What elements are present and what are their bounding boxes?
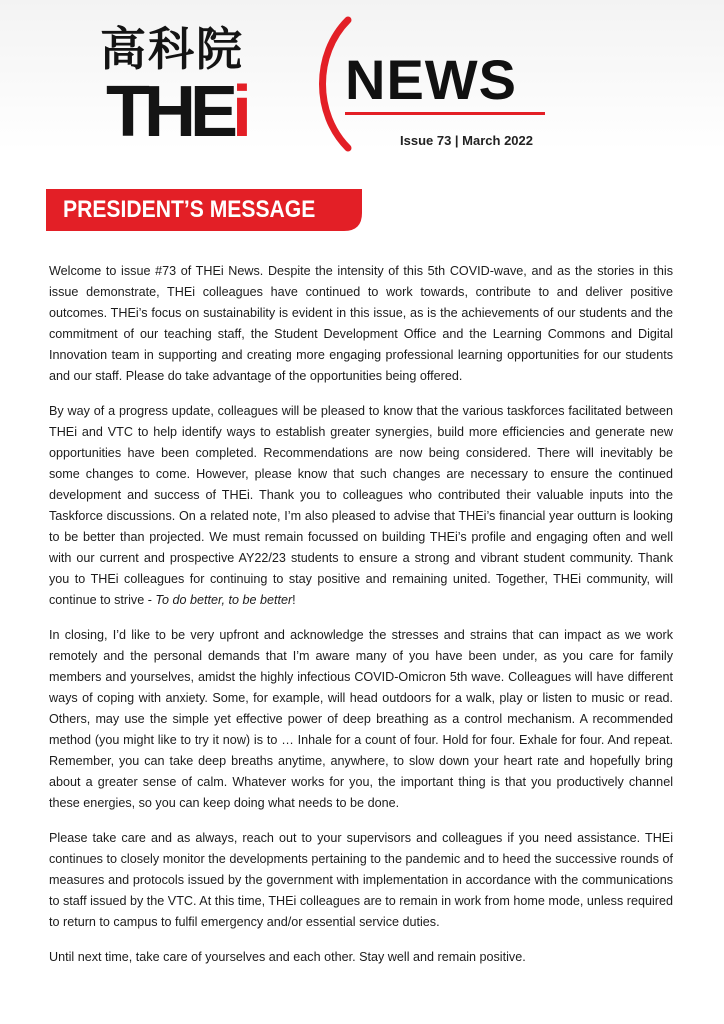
paragraph-1: Welcome to issue #73 of THEi News. Despite the intensity of this 5th COVID-wave, and as the stories in this issue demonstrate, THEi colleagues have continued to work towards, contribute to and deliver positive outcomes. THEi’s focus on sustainability is evident in this issue, as is the achievements of our students and the commitment of our teaching staff, the Student Development Office and the Learning Commons and Digital Innovation team in supporting and creating more engaging professional learning opportunities for our students and our staff. Please do take advantage of the opportunities being offered. [49, 264, 673, 383]
logo-thei-main: THE [106, 72, 232, 152]
logo-thei-i: i [232, 72, 247, 152]
news-title: NEWS [345, 48, 517, 111]
section-title: PRESIDENT’S MESSAGE [63, 196, 316, 223]
motto: To do better, to be better [155, 593, 293, 607]
paragraph-4: Please take care and as always, reach out to your supervisors and colleagues if you need assistance. THEi continues to closely monitor the developments pertaining to the pandemic and to heed the successive rounds of measures and protocols issued by the government with implementation in accordance with the communications to staff issued by the VTC. At this time, THEi colleagues are to remain in work from home mode, unless required to return to campus to fulfil emergency and/or essential service duties. [49, 831, 673, 929]
paragraph-3: In closing, I’d like to be very upfront and acknowledge the stresses and strains that can impact as we work remotely and the personal demands that I’m aware many of you have been under, as you care for family members and yourselves, amidst the highly infectious COVID-Omicron 5th wave. Colleagues will have different ways of coping with anxiety. Some, for example, will head outdoors for a walk, play or listen to music or read. Others, may use the simple yet effective power of deep breathing as a control mechanism. A recommended method (you might like to try it now) is to … Inhale for a count of four. Hold for four. Exhale for four. And repeat. Remember, you can take deep breaths anytime, anywhere, to slow down your heart rate and hopefully bring about a greater sense of calm. Whatever works for you, the important thing is that you productively channel these energies, so you can keep doing what needs to be done. [49, 628, 673, 810]
motto-end: ! [292, 593, 296, 607]
news-underline [345, 112, 545, 115]
article-body [49, 261, 673, 968]
paragraph-2-text: By way of a progress update, colleagues will be pleased to know that the various taskforces facilitated between THEi and VTC to help identify ways to establish greater synergies, build more efficiencies and generate new opportunities have been completed. Recommendations are now being considered. There will inevitably be some changes to come. However, please know that such changes are necessary to ensure the continued development and success of THEi. Thank you to colleagues who contributed their valuable inputs into the Taskforce discussions. On a related note, I’m also pleased to advise that THEi’s financial year outturn is looking to be better than projected. We must remain focussed on building THEi’s profile and engaging often and well with our current and prospective AY22/23 students to ensure a strong and vibrant student community. Thank you to THEi colleagues for continuing to stay positive and remaining united. Together, THEi community, will continue to strive - [49, 404, 673, 607]
newsletter-header [0, 0, 724, 175]
logo-chinese: 高科院 [100, 22, 244, 76]
paragraph-2 [49, 401, 673, 611]
logo-thei [106, 72, 247, 152]
paragraph-5: Until next time, take care of yourselves and each other. Stay well and remain positive. [49, 950, 526, 964]
issue-date: Issue 73 | March 2022 [400, 133, 533, 148]
